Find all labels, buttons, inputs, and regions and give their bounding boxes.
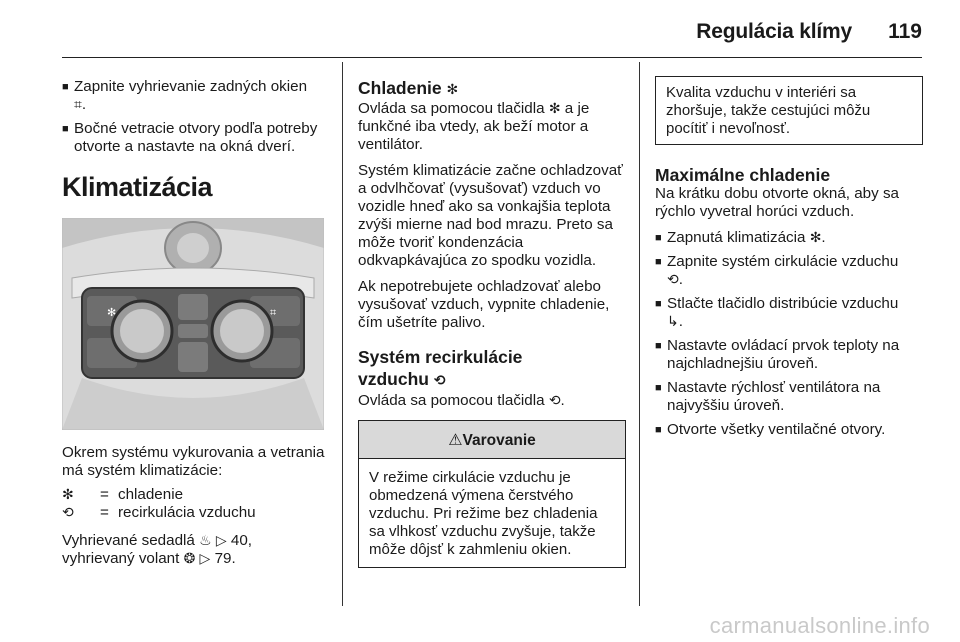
section-heading: Maximálne chladenie (655, 165, 831, 185)
page-ref-icon: ▷ (199, 551, 211, 567)
list-item (62, 120, 330, 156)
legend-row: ⟲ = recirkulácia vzduchu (62, 504, 256, 521)
warning-text: V režime cirkulácie vzduchu je obmedzená výmena čerstvého vzduchu. Pri režime bez chladenia sa vlhkosť vzduchu zvyšuje, takže môže dôjsť k zahmleniu okien. (369, 469, 598, 558)
watermark: carmanualsonline.info (709, 613, 930, 638)
heated-seat-icon: ♨ (199, 533, 212, 549)
column-1 (62, 62, 330, 576)
snowflake-icon: ✻ (62, 487, 74, 503)
recirculation-icon: ⟲ (548, 393, 561, 409)
list-item: ■ Zapnutá klimatizácia ✻. (655, 229, 923, 247)
snowflake-icon: ✻ (809, 230, 822, 246)
section-heading: Systém recirkulácie vzduchu ⟲ (358, 347, 523, 389)
column-3 (655, 62, 923, 445)
section-heading: Chladenie ✻ (358, 78, 459, 98)
recirculation-icon: ⟲ (667, 272, 679, 288)
page-number: 119 (888, 20, 922, 43)
recirculation-icon: ⟲ (433, 373, 446, 389)
snowflake-icon: ✻ (446, 82, 459, 98)
caption: Okrem systému vykurovania a vetrania má systém klimatizácie: (62, 444, 325, 479)
snowflake-icon: ✻ (548, 101, 561, 117)
warning-header: ⚠Varovanie (359, 421, 625, 459)
warning-box (358, 420, 626, 568)
page-header (62, 14, 922, 58)
legend-text: chladenie (118, 486, 184, 503)
page-ref-icon: ▷ (215, 533, 227, 549)
paragraph: Na krátku dobu otvorte okná, aby sa rýchlo vyvetral horúci vzduch. (655, 185, 899, 220)
column-divider (639, 62, 640, 606)
paragraph: Systém klimatizácie začne ochladzovať a odvlhčovať (vysušovať) vzduch vo vozidle hneď ako sa vonkajšia teplota zvýši mierne nad bod mrazu. Preto sa môže tvoriť kondenzácia odkvapkávajúca zo spodku vozidla. (358, 162, 623, 269)
warning-icon: ⚠ (448, 430, 463, 449)
list-item-text: Bočné vetracie otvory podľa potreby otvorte a nastavte na okná dverí. (74, 120, 318, 155)
legend-row: ✻ = chladenie (62, 486, 184, 503)
paragraph: Ovláda sa pomocou tlačidla ✻ a je funkčné iba vtedy, ak beží motor a ventilátor. (358, 100, 590, 153)
section-heading: Klimatizácia (62, 172, 213, 202)
list-item: ■ Zapnite systém cirkulácie vzduchu ⟲. (655, 253, 923, 289)
list-item-text: Zapnite vyhrievanie zadných okien (74, 78, 308, 95)
air-distribution-icon: ↳ (667, 314, 679, 330)
legend-text: recirkulácia vzduchu (118, 504, 256, 521)
paragraph: Vyhrievané sedadlá ♨ ▷ 40, vyhrievaný volant ❂ ▷ 79. (62, 532, 253, 567)
page-title: Regulácia klímy (696, 20, 852, 43)
rear-window-heating-icon: ⌗ (74, 97, 82, 113)
info-box: Kvalita vzduchu v interiéri sa zhoršuje, takže cestujúci môžu pocítiť i nevoľnosť. (655, 76, 923, 145)
climate-control-panel-image (62, 218, 324, 430)
svg-text:✻: ✻ (107, 306, 117, 319)
list-item: ■ Zapnite vyhrievanie zadných okien ⌗. (62, 78, 330, 114)
svg-text:⌗: ⌗ (270, 306, 277, 319)
list-item: ■ Nastavte ovládací prvok teploty na najchladnejšiu úroveň. (655, 337, 923, 373)
list-item: ■ Nastavte rýchlosť ventilátora na najvyššiu úroveň. (655, 379, 923, 415)
list-item: ■ Otvorte všetky ventilačné otvory. (655, 421, 923, 439)
heated-steering-wheel-icon: ❂ (183, 551, 196, 567)
paragraph: Ak nepotrebujete ochladzovať alebo vysušovať vzduch, vypnite chladenie, čím ušetríte palivo. (358, 278, 610, 331)
column-2 (358, 62, 626, 568)
paragraph: Ovláda sa pomocou tlačidla ⟲. (358, 392, 565, 409)
column-divider (342, 62, 343, 606)
list-item: ■ Stlačte tlačidlo distribúcie vzduchu ↳. (655, 295, 923, 331)
recirculation-icon: ⟲ (62, 505, 74, 521)
